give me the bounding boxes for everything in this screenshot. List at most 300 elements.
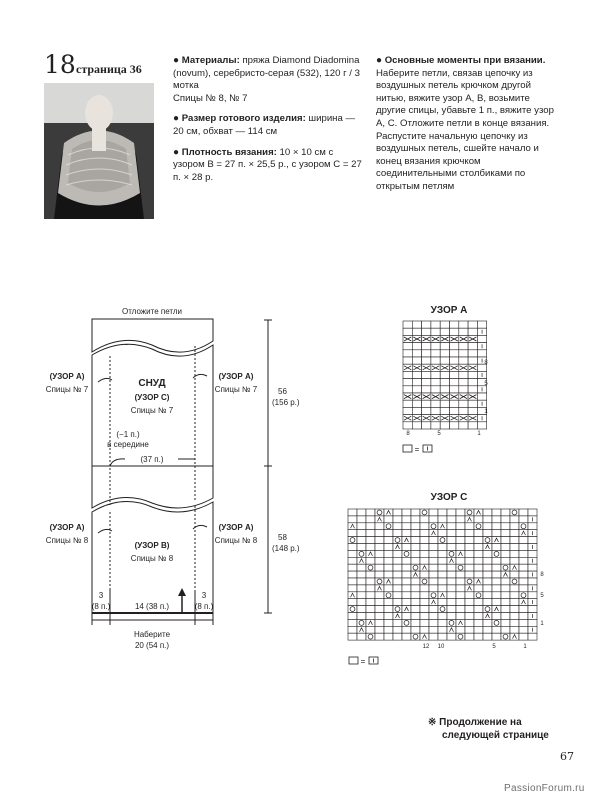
chart-cell (447, 537, 456, 544)
chart-cell (492, 509, 501, 516)
chart-cell (465, 633, 474, 640)
chart-cell (456, 578, 465, 585)
chart-cell (528, 619, 537, 626)
center-width: 14 (38 п.) (134, 602, 170, 611)
chart-cell (393, 564, 402, 571)
chart-cell (375, 599, 384, 606)
chart-cell (528, 523, 537, 530)
bottom-label-2: 20 (54 п.) (134, 641, 170, 650)
chart-cell (510, 571, 519, 578)
chart-cell (375, 544, 384, 551)
top-label: Отложите петли (121, 307, 183, 316)
chart-cell (519, 633, 528, 640)
chart-cell (501, 606, 510, 613)
legend-c-empty-cell (349, 657, 358, 664)
chart-cell (438, 564, 447, 571)
chart-cell (375, 564, 384, 571)
chart-cell (510, 557, 519, 564)
chart-cell (528, 592, 537, 599)
right-side-width: 3 (201, 591, 207, 600)
chart-cell (510, 544, 519, 551)
pattern-a-row-5: 5 (484, 381, 488, 387)
pattern-c-col-12: 12 (422, 644, 430, 650)
chart-cell (474, 606, 483, 613)
chart-cell (510, 606, 519, 613)
snood-title: СНУД (138, 378, 166, 389)
chart-cell (348, 564, 357, 571)
lower-rows: (148 р.) (272, 544, 300, 553)
density-block: ● Плотность вязания: 10 × 10 см с узором В = 27 п. × 25,5 р., с узором С = 27 п. × 28 р. (173, 146, 362, 183)
materials-text: пряжа Diamond Diadomina (novum), серебристо-серая (532), 120 г / 3 мотка (173, 55, 360, 92)
watermark: PassionForum.ru (504, 783, 585, 794)
chart-cell (519, 619, 528, 626)
lower-center-pattern: (УЗОР В) (134, 541, 170, 550)
chart-cell (420, 523, 429, 530)
chart-cell (528, 550, 537, 557)
chart-cell (492, 592, 501, 599)
chart-cell (528, 633, 537, 640)
upper-height: 56 (278, 387, 287, 396)
chart-cell (483, 509, 492, 516)
chart-cell (384, 585, 393, 592)
chart-cell (528, 537, 537, 544)
chart-cell (393, 633, 402, 640)
chart-cell (447, 544, 456, 551)
chart-cell (501, 613, 510, 620)
page-reference: страница 36 (76, 62, 142, 76)
chart-cell (411, 592, 420, 599)
chart-cell (348, 626, 357, 633)
chart-cell (447, 516, 456, 523)
pattern-c-title: УЗОР С (430, 492, 468, 503)
size-block: ● Размер готового изделия: ширина — 20 см, обхват — 114 см (173, 113, 356, 137)
mid-count: (37 п.) (140, 455, 164, 464)
chart-cell (456, 613, 465, 620)
chart-cell (519, 578, 528, 585)
chart-cell (366, 537, 375, 544)
chart-cell (393, 557, 402, 564)
chart-cell (375, 633, 384, 640)
chart-cell (483, 557, 492, 564)
chart-cell (474, 585, 483, 592)
chart-cell (411, 509, 420, 516)
chart-cell (411, 578, 420, 585)
pattern-c-col-1: 1 (523, 644, 527, 650)
chart-cell (483, 523, 492, 530)
chart-cell (348, 509, 357, 516)
left-lower-needles: Спицы № 8 (45, 536, 89, 545)
chart-cell (501, 530, 510, 537)
pattern-a-col-8: 8 (406, 431, 410, 437)
chart-cell (474, 537, 483, 544)
chart-cell (456, 606, 465, 613)
chart-cell (357, 516, 366, 523)
size-text: ширина — 20 см, обхват — 114 см (173, 113, 356, 137)
chart-cell (528, 509, 537, 516)
chart-cell (384, 516, 393, 523)
chart-cell (348, 557, 357, 564)
chart-cell (429, 509, 438, 516)
chart-cell (402, 544, 411, 551)
chart-cell (357, 592, 366, 599)
chart-cell (420, 516, 429, 523)
chart-cell (519, 626, 528, 633)
upper-center-needles: Спицы № 7 (130, 406, 174, 415)
chart-cell (375, 592, 384, 599)
chart-cell (357, 509, 366, 516)
chart-cell (375, 530, 384, 537)
lower-center-needles: Спицы № 8 (130, 554, 174, 563)
chart-cell (357, 606, 366, 613)
chart-cell (456, 523, 465, 530)
chart-cell (447, 606, 456, 613)
chart-cell (402, 516, 411, 523)
chart-cell (447, 592, 456, 599)
chart-cell (375, 619, 384, 626)
chart-cell (348, 544, 357, 551)
chart-cell (393, 516, 402, 523)
chart-cell (501, 523, 510, 530)
left-side-sts: (8 п.) (91, 602, 111, 611)
chart-cell (510, 585, 519, 592)
bottom-label-1: Наберите (133, 630, 171, 639)
chart-cell (492, 530, 501, 537)
chart-cell (510, 626, 519, 633)
chart-cell (375, 523, 384, 530)
chart-cell (456, 530, 465, 537)
chart-cell (384, 626, 393, 633)
chart-cell (447, 613, 456, 620)
chart-cell (357, 537, 366, 544)
pattern-a-col-1: 1 (477, 431, 481, 437)
chart-cell (456, 599, 465, 606)
chart-cell (357, 599, 366, 606)
chart-cell (447, 633, 456, 640)
chart-cell (402, 592, 411, 599)
chart-cell (483, 516, 492, 523)
chart-cell (393, 619, 402, 626)
chart-cell (375, 613, 384, 620)
chart-cell (483, 592, 492, 599)
chart-cell (501, 537, 510, 544)
chart-cell (510, 516, 519, 523)
chart-cell (438, 599, 447, 606)
chart-cell (357, 585, 366, 592)
chart-cell (420, 530, 429, 537)
chart-cell (348, 633, 357, 640)
chart-cell (474, 571, 483, 578)
chart-cell (402, 599, 411, 606)
upper-center-pattern: (УЗОР С) (134, 393, 170, 402)
chart-cell (420, 613, 429, 620)
chart-cell (447, 571, 456, 578)
chart-cell (366, 509, 375, 516)
chart-cell (492, 516, 501, 523)
pattern-a-row-8: 8 (484, 360, 488, 366)
chart-cell (420, 626, 429, 633)
chart-cell (393, 599, 402, 606)
chart-cell (402, 523, 411, 530)
chart-cell (483, 633, 492, 640)
chart-cell (429, 578, 438, 585)
instructions-text: Наберите петли, связав цепочку из воздушных петель крючком другой нитью, вяжите узор А, В, возьмите другие спицы, убавьте 1 п., вяжите узор А, С. Отложите петли в конце вязания. Распустите начальную цепочку из воздушных петель, сшейте начало и конец вязания крючком соединительными столбиками по открытым петлям (376, 67, 554, 192)
chart-cell (438, 550, 447, 557)
chart-cell (483, 564, 492, 571)
legend-c-equals: = (360, 657, 366, 666)
chart-cell (357, 544, 366, 551)
chart-cell (456, 544, 465, 551)
chart-cell (474, 516, 483, 523)
chart-cell (492, 523, 501, 530)
chart-cell (375, 557, 384, 564)
chart-cell (366, 557, 375, 564)
chart-cell (411, 619, 420, 626)
chart-cell (411, 544, 420, 551)
density-text: 10 × 10 см с узором В = 27 п. × 25,5 р., с узором С = 27 п. × 28 р. (173, 146, 362, 183)
chart-cell (465, 544, 474, 551)
chart-cell (438, 544, 447, 551)
chart-cell (357, 571, 366, 578)
chart-cell (420, 599, 429, 606)
chart-cell (456, 516, 465, 523)
chart-cell (420, 606, 429, 613)
chart-cell (366, 599, 375, 606)
chart-cell (402, 530, 411, 537)
chart-cell (474, 530, 483, 537)
chart-cell (357, 613, 366, 620)
chart-cell (366, 585, 375, 592)
chart-cell (357, 530, 366, 537)
chart-cell (393, 578, 402, 585)
chart-cell (501, 578, 510, 585)
chart-cell (393, 550, 402, 557)
chart-cell (438, 613, 447, 620)
chart-cell (402, 564, 411, 571)
left-lower-pattern: (УЗОР А) (49, 523, 85, 532)
chart-cell (519, 550, 528, 557)
chart-cell (474, 619, 483, 626)
chart-cell (528, 606, 537, 613)
chart-cell (357, 564, 366, 571)
chart-cell (384, 530, 393, 537)
size-label: Размер готового изделия: (181, 113, 306, 125)
chart-cell (465, 550, 474, 557)
chart-cell (501, 585, 510, 592)
chart-cell (474, 564, 483, 571)
chart-cell (366, 606, 375, 613)
chart-cell (393, 530, 402, 537)
chart-cell (501, 544, 510, 551)
chart-cell (501, 509, 510, 516)
chart-cell (447, 585, 456, 592)
chart-cell (402, 626, 411, 633)
chart-cell (465, 537, 474, 544)
chart-cell (393, 585, 402, 592)
right-upper-needles: Спицы № 7 (214, 385, 258, 394)
chart-cell (411, 613, 420, 620)
chart-cell (393, 523, 402, 530)
page-number: 67 (560, 750, 574, 763)
chart-cell (519, 606, 528, 613)
materials-block: ● Материалы: пряжа Diamond Diadomina (novum), серебристо-серая (532), 120 г / 3 мотка Спицы № 8, № 7 (173, 55, 360, 104)
chart-cell (438, 585, 447, 592)
chart-cell (393, 592, 402, 599)
continuation-note (428, 716, 549, 742)
chart-cell (402, 585, 411, 592)
chart-cell (438, 626, 447, 633)
left-side-width: 3 (98, 591, 104, 600)
decrease-note-2: в середине (107, 440, 149, 449)
chart-cell (483, 626, 492, 633)
chart-cell (411, 606, 420, 613)
chart-cell (420, 544, 429, 551)
chart-cell (447, 523, 456, 530)
chart-cell (348, 550, 357, 557)
chart-cell (384, 613, 393, 620)
chart-cell (357, 523, 366, 530)
right-lower-pattern: (УЗОР А) (218, 523, 254, 532)
chart-cell (474, 544, 483, 551)
chart-cell (420, 537, 429, 544)
chart-cell (465, 626, 474, 633)
pattern-c-row-1: 1 (540, 621, 544, 627)
chart-cell (384, 557, 393, 564)
chart-cell (528, 564, 537, 571)
chart-cell (447, 509, 456, 516)
chart-cell (465, 599, 474, 606)
chart-cell (357, 633, 366, 640)
chart-cell (384, 606, 393, 613)
chart-cell (519, 564, 528, 571)
chart-cell (429, 564, 438, 571)
chart-cell (483, 599, 492, 606)
chart-cell (492, 571, 501, 578)
chart-cell (420, 585, 429, 592)
chart-cell (429, 585, 438, 592)
right-upper-pattern: (УЗОР А) (218, 372, 254, 381)
pattern-c-row-8: 8 (540, 572, 544, 578)
chart-cell (447, 530, 456, 537)
pattern-a-row-1: 1 (484, 409, 488, 415)
chart-cell (402, 578, 411, 585)
instructions-label: Основные моменты при вязании. (384, 55, 546, 66)
chart-cell (402, 633, 411, 640)
chart-cell (411, 626, 420, 633)
left-upper-needles: Спицы № 7 (45, 385, 89, 394)
chart-cell (510, 537, 519, 544)
chart-cell (366, 578, 375, 585)
chart-cell (501, 599, 510, 606)
chart-cell (411, 550, 420, 557)
chart-cell (456, 557, 465, 564)
chart-cell (402, 613, 411, 620)
chart-cell (348, 516, 357, 523)
chart-cell (429, 550, 438, 557)
chart-cell (411, 599, 420, 606)
chart-cell (510, 530, 519, 537)
chart-cell (411, 530, 420, 537)
chart-cell (456, 509, 465, 516)
chart-cell (411, 537, 420, 544)
chart-cell (510, 523, 519, 530)
chart-cell (420, 557, 429, 564)
pattern-number: 18 (44, 50, 76, 79)
chart-cell (492, 613, 501, 620)
chart-cell (375, 606, 384, 613)
chart-cell (420, 571, 429, 578)
chart-cell (411, 557, 420, 564)
legend-a-equals: = (414, 445, 420, 454)
chart-cell (429, 557, 438, 564)
chart-cell (438, 571, 447, 578)
chart-cell (492, 557, 501, 564)
chart-cell (501, 619, 510, 626)
note-line-1: Продолжение на (439, 717, 522, 728)
chart-cell (492, 585, 501, 592)
chart-cell (447, 564, 456, 571)
chart-cell (384, 571, 393, 578)
note-symbol: ※ (428, 717, 437, 728)
chart-cell (510, 599, 519, 606)
chart-cell (429, 633, 438, 640)
chart-cell (465, 523, 474, 530)
chart-cell (438, 557, 447, 564)
chart-cell (519, 516, 528, 523)
chart-cell (456, 571, 465, 578)
chart-cell (411, 516, 420, 523)
chart-cell (348, 613, 357, 620)
chart-cell (366, 516, 375, 523)
chart-cell (420, 619, 429, 626)
chart-cell (456, 585, 465, 592)
chart-cell (348, 578, 357, 585)
chart-cell (384, 537, 393, 544)
pattern-a-col-5: 5 (437, 431, 441, 437)
chart-cell (474, 613, 483, 620)
chart-cell (375, 571, 384, 578)
chart-cell (384, 619, 393, 626)
chart-cell (366, 571, 375, 578)
chart-cell (519, 613, 528, 620)
right-side-sts: (8 п.) (194, 602, 214, 611)
chart-cell (501, 550, 510, 557)
chart-cell (366, 626, 375, 633)
chart-cell (384, 599, 393, 606)
chart-cell (429, 613, 438, 620)
chart-cell (501, 557, 510, 564)
left-upper-pattern: (УЗОР А) (49, 372, 85, 381)
chart-cell (483, 585, 492, 592)
lower-height: 58 (278, 533, 287, 542)
chart-cell (519, 544, 528, 551)
chart-cell (501, 626, 510, 633)
chart-cell (447, 578, 456, 585)
chart-cell (366, 613, 375, 620)
chart-cell (528, 578, 537, 585)
chart-cell (411, 523, 420, 530)
chart-cell (348, 530, 357, 537)
pattern-c-row-5: 5 (540, 593, 544, 599)
chart-cell (465, 571, 474, 578)
chart-cell (366, 530, 375, 537)
chart-cell (474, 633, 483, 640)
chart-cell (465, 564, 474, 571)
chart-cell (510, 550, 519, 557)
chart-cell (438, 516, 447, 523)
materials-label: Материалы: (181, 55, 240, 66)
chart-cell (465, 619, 474, 626)
density-label: Плотность вязания: (181, 146, 277, 158)
